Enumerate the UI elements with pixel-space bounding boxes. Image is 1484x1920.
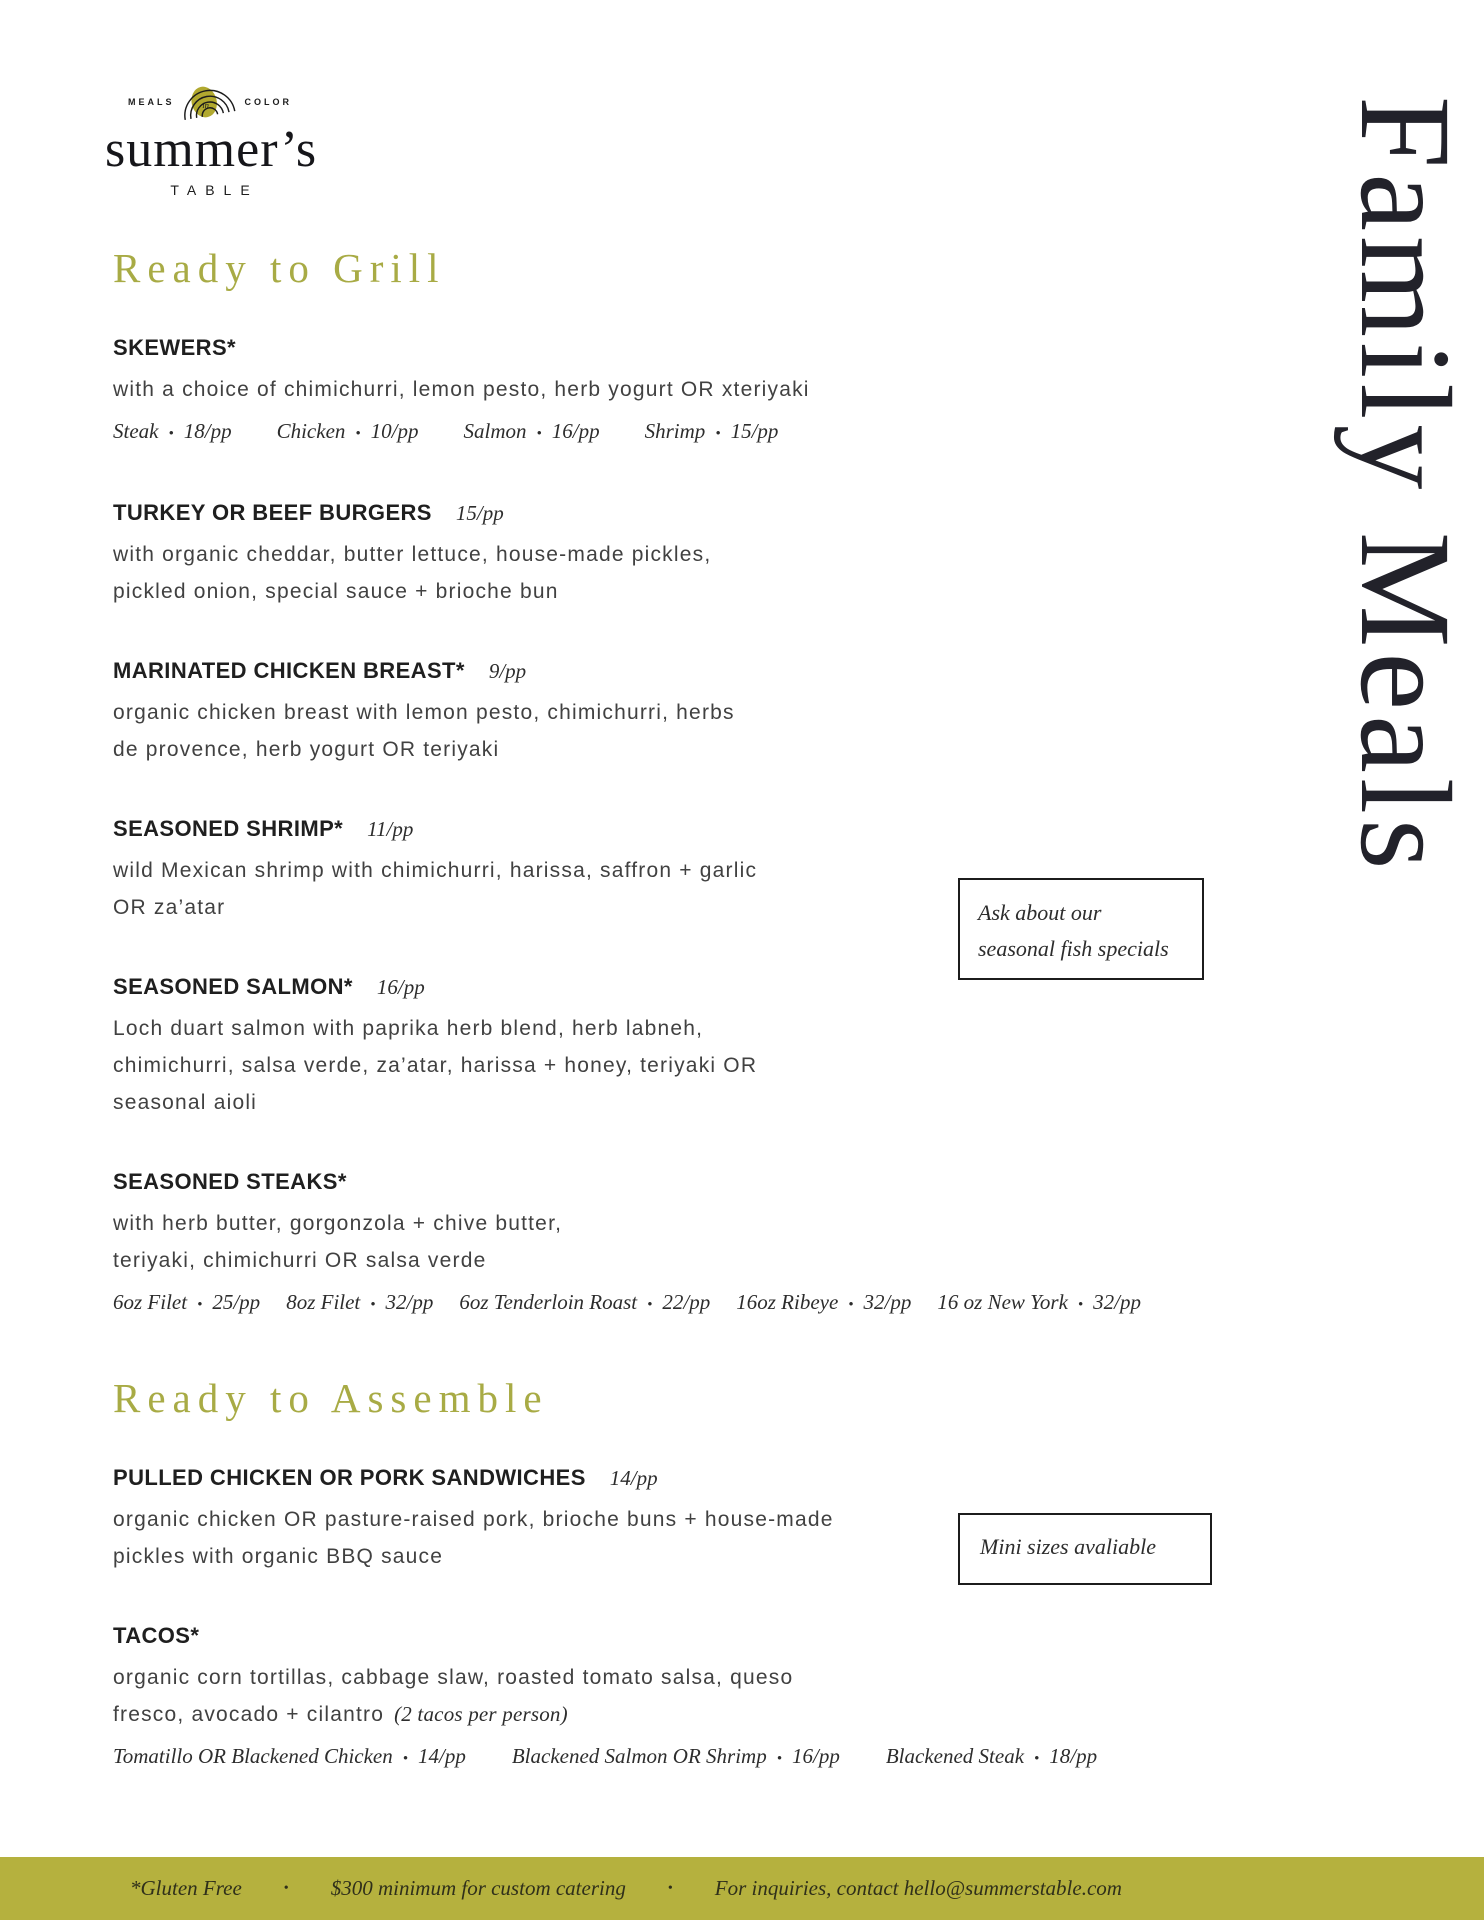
page-side-title: Family Meals xyxy=(1333,96,1477,875)
variant-name: Salmon xyxy=(463,419,527,443)
item-title: SEASONED SHRIMP* xyxy=(113,816,344,841)
variant xyxy=(113,1738,466,1777)
item-title: TURKEY OR BEEF BURGERS xyxy=(113,500,432,525)
variant-price: 10/pp xyxy=(370,419,419,443)
rainbow-arcs-blob-icon xyxy=(181,82,239,122)
footer-contact-note: For inquiries, contact hello@summerstable.com xyxy=(714,1876,1122,1900)
bullet-separator: • xyxy=(715,426,721,442)
menu-item-chicken-breast xyxy=(113,656,1263,768)
item-description: organic chicken OR pasture-raised pork, brioche buns + house-made pickles with organic BBQ sauce xyxy=(113,1508,834,1568)
brand-logo xyxy=(105,82,318,198)
logo-in-text: in xyxy=(201,99,209,110)
variant-name: Steak xyxy=(113,419,159,443)
item-description: wild Mexican shrimp with chimichurri, harissa, saffron + garlic OR za’atar xyxy=(113,859,758,919)
item-variants-row xyxy=(113,1738,1263,1777)
item-title: MARINATED CHICKEN BREAST* xyxy=(113,658,465,683)
variant-price: 25/pp xyxy=(212,1290,261,1314)
variant xyxy=(459,1284,710,1323)
section-heading-ready-to-grill: Ready to Grill xyxy=(113,245,446,291)
variant-name: 16 oz New York xyxy=(937,1290,1068,1314)
variant xyxy=(937,1284,1141,1323)
menu-item-burgers xyxy=(113,498,1263,610)
variant xyxy=(886,1738,1097,1777)
footer-minimum-note: $300 minimum for custom catering xyxy=(330,1876,626,1900)
bullet-separator: • xyxy=(848,1297,854,1313)
item-title: TACOS* xyxy=(113,1623,200,1648)
variant-price: 22/pp xyxy=(662,1290,711,1314)
variant-price: 16/pp xyxy=(551,419,600,443)
variant-name: Shrimp xyxy=(644,419,706,443)
bullet-separator: • xyxy=(647,1297,653,1313)
item-variants-row xyxy=(113,1284,1263,1323)
menu-item-tacos xyxy=(113,1621,1263,1777)
variant-price: 32/pp xyxy=(863,1290,912,1314)
item-description: organic corn tortillas, cabbage slaw, roasted tomato salsa, queso fresco, avocado + cilantro (2 tacos per person) xyxy=(113,1666,794,1726)
footer-band xyxy=(0,1857,1484,1920)
item-price: 9/pp xyxy=(488,659,527,683)
variant-price: 18/pp xyxy=(183,419,232,443)
variant-name: Blackened Steak xyxy=(885,1744,1025,1768)
variant-price: 16/pp xyxy=(792,1744,840,1768)
item-price: 14/pp xyxy=(609,1466,658,1490)
variant xyxy=(113,413,232,452)
item-description: with a choice of chimichurri, lemon pesto, herb yogurt OR xteriyaki xyxy=(113,378,810,401)
bullet-separator: • xyxy=(197,1297,203,1313)
variant-price: 14/pp xyxy=(418,1744,466,1768)
variant-name: 6oz Filet xyxy=(113,1290,188,1314)
bullet-separator: • xyxy=(667,1880,673,1896)
logo-meals-text: MEALS xyxy=(128,97,175,107)
menu-item-salmon xyxy=(113,972,1263,1121)
menu-item-steaks xyxy=(113,1167,1263,1323)
item-title: SKEWERS* xyxy=(113,335,236,360)
variant-name: Chicken xyxy=(276,419,346,443)
variant xyxy=(464,413,600,452)
callout-mini-sizes: Mini sizes avaliable xyxy=(958,1513,1212,1585)
variant xyxy=(286,1284,433,1323)
variant-name: Blackened Salmon OR Shrimp xyxy=(511,1744,767,1768)
item-description: Loch duart salmon with paprika herb blend, herb labneh, chimichurri, salsa verde, za’atar, harissa + honey, teriyaki OR seasonal aioli xyxy=(113,1017,758,1114)
bullet-separator: • xyxy=(355,426,361,442)
variant xyxy=(113,1284,260,1323)
item-description: with organic cheddar, butter lettuce, house-made pickles, pickled onion, special sauce + brioche bun xyxy=(113,543,712,603)
bullet-separator: • xyxy=(283,1880,289,1896)
item-description: with herb butter, gorgonzola + chive butter, teriyaki, chimichurri OR salsa verde xyxy=(113,1212,563,1272)
menu-item-skewers xyxy=(113,333,1263,452)
item-title: PULLED CHICKEN OR PORK SANDWICHES xyxy=(113,1465,586,1490)
callout-seasonal-fish-specials: Ask about our seasonal fish specials xyxy=(958,878,1204,980)
variant-name: 16oz Ribeye xyxy=(736,1290,839,1314)
variant-name: 8oz Filet xyxy=(286,1290,361,1314)
variant xyxy=(645,413,779,452)
logo-color-text: COLOR xyxy=(244,97,292,107)
variant-price: 32/pp xyxy=(385,1290,434,1314)
item-price: 15/pp xyxy=(455,501,504,525)
variant-price: 15/pp xyxy=(730,419,779,443)
variant-name: Tomatillo OR Blackened Chicken xyxy=(113,1744,393,1768)
bullet-separator: • xyxy=(402,1751,409,1767)
bullet-separator: • xyxy=(370,1297,376,1313)
item-price: 16/pp xyxy=(376,975,425,999)
item-title: SEASONED STEAKS* xyxy=(113,1169,347,1194)
bullet-separator: • xyxy=(536,426,542,442)
item-title: SEASONED SALMON* xyxy=(113,974,353,999)
bullet-separator: • xyxy=(1077,1297,1084,1313)
variant-price: 18/pp xyxy=(1049,1744,1098,1768)
variant-price: 32/pp xyxy=(1093,1290,1142,1314)
footer-gluten-free-note: *Gluten Free xyxy=(130,1876,242,1900)
logo-table-text: TABLE xyxy=(170,182,259,198)
variant xyxy=(277,413,419,452)
item-description: organic chicken breast with lemon pesto, chimichurri, herbs de provence, herb yogurt OR teriyaki xyxy=(113,701,735,761)
bullet-separator: • xyxy=(168,426,174,442)
section-heading-ready-to-assemble: Ready to Assemble xyxy=(113,1375,549,1421)
logo-brand-name: summer’s xyxy=(105,121,318,178)
item-price: 11/pp xyxy=(367,817,414,841)
bullet-separator: • xyxy=(776,1751,782,1767)
item-variants-row xyxy=(113,413,1263,452)
variant xyxy=(512,1738,840,1777)
variant-name: 6oz Tenderloin Roast xyxy=(459,1290,638,1314)
bullet-separator: • xyxy=(1034,1751,1040,1767)
item-note: (2 tacos per person) xyxy=(394,1702,568,1726)
variant xyxy=(736,1284,911,1323)
logo-tagline-row xyxy=(105,82,315,122)
